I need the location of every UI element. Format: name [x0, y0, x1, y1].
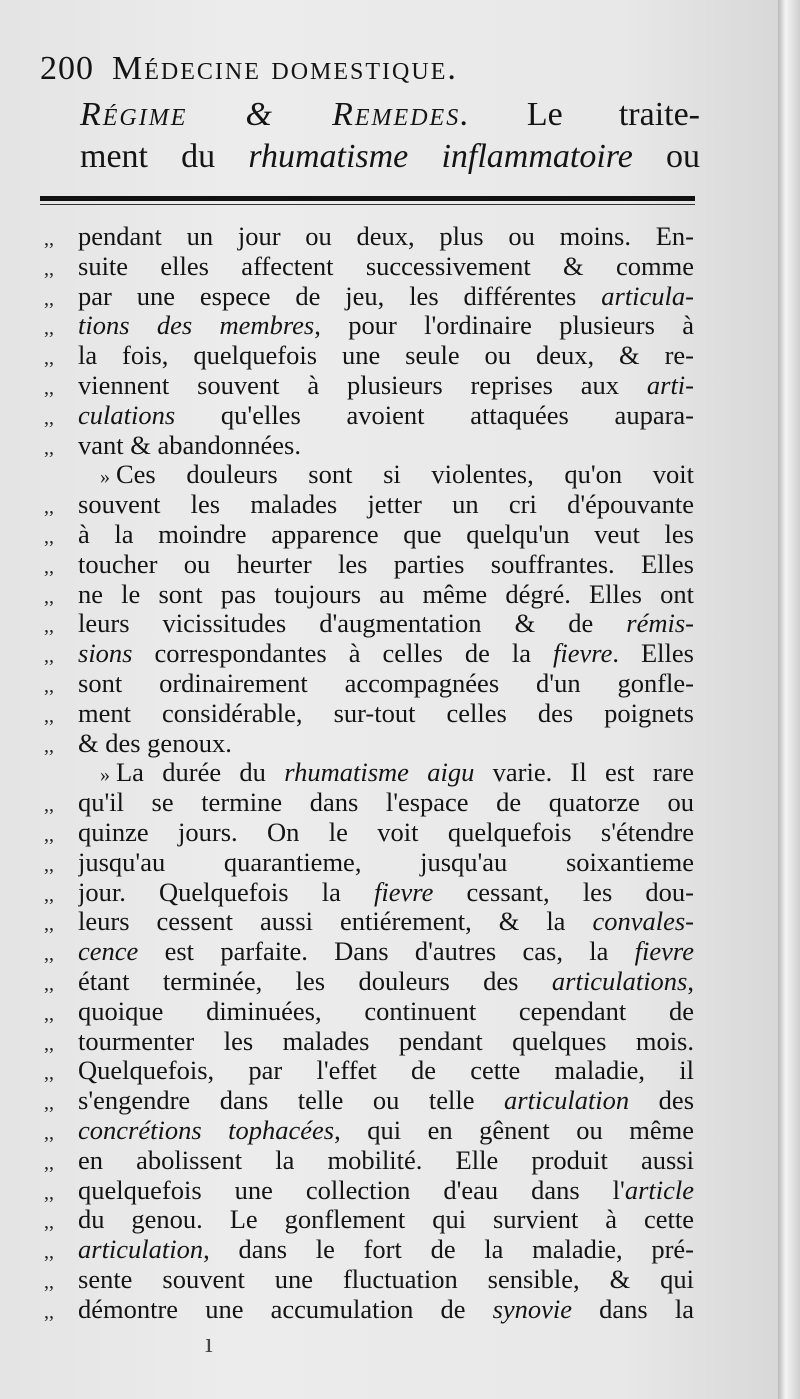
text-line: [44, 371, 694, 401]
line-text: [78, 818, 694, 848]
quote-mark: ,,: [44, 376, 54, 399]
italic-term: cence: [78, 937, 139, 967]
section-heading: Régime & Remedes.: [80, 96, 471, 133]
text-line: [44, 788, 694, 818]
text-run: pendant un jour ou deux, plus ou moins. En-: [78, 222, 694, 251]
text-run: vant & abandonnées.: [78, 430, 301, 460]
running-header: [40, 50, 700, 88]
text-run: tourmenter les malades pendant quelques mois.: [78, 1026, 694, 1056]
footer-mark: ı: [205, 1328, 213, 1359]
text-run: Ces douleurs sont si violentes, qu'on voit: [116, 460, 694, 490]
line-text: [78, 669, 694, 699]
quote-mark: ,,: [44, 436, 54, 459]
italic-term: concrétions tophacées: [78, 1115, 335, 1145]
text-line: [44, 818, 694, 848]
text-run: du genou. Le gonflement qui survient à cette: [78, 1205, 694, 1235]
page-edge: [778, 0, 800, 1399]
quote-mark: ,,: [44, 1032, 54, 1055]
quote-mark: ,,: [44, 1270, 54, 1293]
line-text: [78, 907, 694, 937]
line-text: [78, 1056, 694, 1086]
text-run: jusqu'au quarantieme, jusqu'au soixantieme: [78, 847, 694, 877]
text-line: [44, 729, 694, 759]
line-text: [78, 431, 694, 461]
quote-mark: ,,: [44, 1211, 54, 1234]
italic-term: articulation: [504, 1086, 630, 1116]
intro-line-1: Régime & Remedes. Le traite-: [80, 96, 701, 133]
italic-term: articulation: [78, 1235, 204, 1265]
text-line: [44, 282, 694, 312]
text-line: [44, 460, 694, 490]
quote-mark: ,,: [44, 317, 54, 340]
quote-mark: ,,: [44, 645, 54, 668]
quote-mark: ,,: [44, 1151, 54, 1174]
text-run: cessant, les dou-: [433, 877, 694, 907]
text-line: [44, 252, 694, 282]
text-line: [44, 401, 694, 431]
italic-term: articula-: [601, 281, 694, 311]
text-run: ,: [687, 966, 694, 996]
line-text: [78, 341, 694, 371]
line-text: [78, 1295, 694, 1325]
line-text: [78, 788, 694, 818]
text-line: [44, 311, 694, 341]
text-run: suite elles affectent successivement & comme: [78, 251, 694, 281]
italic-term: convales-: [592, 907, 694, 937]
italic-term: tions des membres: [78, 311, 315, 341]
text-line: [44, 550, 694, 580]
text-run: la fois, quelquefois une seule ou deux, & re-: [78, 341, 694, 371]
text-line: [44, 669, 694, 699]
text-line: [44, 490, 694, 520]
text-line: [44, 1205, 694, 1235]
italic-term: synovie: [492, 1294, 573, 1324]
line-text: [78, 1265, 694, 1295]
text-run: dans la: [572, 1294, 694, 1324]
text-run: , dans le fort de la maladie, pré-: [203, 1235, 694, 1265]
line-text: [78, 937, 694, 967]
line-text: [78, 490, 694, 520]
text-line: [44, 1086, 694, 1116]
quote-mark: ,,: [44, 1121, 54, 1144]
text-run: ment considérable, sur-tout celles des poignets: [78, 698, 694, 728]
text-run: viennent souvent à plusieurs reprises aux: [78, 370, 647, 400]
quote-mark: ,,: [44, 287, 54, 310]
text-line: [44, 222, 694, 252]
quote-mark: ,,: [44, 228, 54, 250]
quote-mark: ,,: [44, 406, 54, 429]
text-run: leurs cessent aussi entiérement, & la: [78, 907, 593, 937]
quote-mark: »: [100, 764, 110, 787]
text-run: sont ordinairement accompagnées d'un gonfle-: [78, 668, 694, 698]
quote-mark: ,,: [44, 883, 54, 906]
quote-mark: ,,: [44, 794, 54, 817]
text-run: s'engendre dans telle ou telle: [78, 1086, 505, 1116]
line-text: [78, 1205, 694, 1235]
intro-paragraph: [80, 94, 700, 178]
text-run: leurs vicissitudes d'augmentation & de: [78, 609, 627, 639]
text-run: , pour l'ordinaire plusieurs à: [314, 311, 694, 341]
text-line: [44, 639, 694, 669]
quote-mark: ,,: [44, 1002, 54, 1025]
line-text: [78, 699, 694, 729]
line-text: [78, 520, 694, 550]
text-run: démontre une accumulation de: [78, 1294, 493, 1324]
text-run: sente souvent une fluctuation sensible, & qui: [78, 1264, 694, 1294]
text-run: étant terminée, les douleurs des: [78, 966, 552, 996]
text-run: jour. Quelquefois la: [78, 877, 374, 907]
italic-term: rémis-: [626, 609, 694, 639]
text-line: [44, 520, 694, 550]
italic-term: arti-: [646, 370, 694, 400]
quote-mark: ,,: [44, 1092, 54, 1115]
quote-mark: ,,: [44, 525, 54, 548]
text-run: par une espece de jeu, les différentes: [78, 281, 602, 311]
quote-mark: ,,: [44, 555, 54, 578]
line-text: [78, 1086, 694, 1116]
quote-mark: ,,: [44, 913, 54, 936]
text-line: [44, 878, 694, 908]
quote-mark: ,,: [44, 972, 54, 995]
line-text: [116, 758, 694, 788]
line-text: [78, 580, 694, 610]
text-run: ne le sont pas toujours au même dégré. Elles ont: [78, 579, 694, 609]
quote-mark: ,,: [44, 1241, 54, 1264]
text-run: correspondantes à celles de la: [132, 639, 554, 669]
line-text: [78, 550, 694, 580]
quote-mark: ,,: [44, 615, 54, 638]
text-line: [44, 758, 694, 788]
line-text: [78, 371, 694, 401]
quote-mark: ,,: [44, 943, 54, 966]
line-text: [78, 848, 694, 878]
text-run: La durée du: [116, 758, 285, 788]
italic-term: fievre: [553, 639, 613, 669]
text-run: Quelquefois, par l'effet de cette maladie, il: [78, 1056, 694, 1086]
text-line: [44, 1235, 694, 1265]
quote-mark: ,,: [44, 823, 54, 846]
text-run: toucher ou heurter les parties souffrantes. Elles: [78, 549, 694, 579]
line-text: [78, 282, 694, 312]
italic-term: sions: [78, 639, 133, 669]
line-text: [78, 997, 694, 1027]
section-rule-thick: [40, 196, 695, 201]
line-text: [78, 967, 694, 997]
text-line: [44, 937, 694, 967]
text-line: [44, 609, 694, 639]
intro-line-2: ment du rhumatisme inflammatoire ou: [80, 138, 701, 175]
line-text: [78, 1176, 694, 1206]
page-number: 200: [40, 50, 94, 87]
text-line: [44, 1146, 694, 1176]
text-line: [44, 967, 694, 997]
quote-mark: ,,: [44, 496, 54, 519]
text-run: quoique diminuées, continuent cependant de: [78, 996, 694, 1026]
quote-mark: ,,: [44, 257, 54, 280]
text-run: à la moindre apparence que quelqu'un veut les: [78, 519, 694, 549]
quote-mark: ,,: [44, 585, 54, 608]
text-line: [44, 431, 694, 461]
italic-term: fievre: [634, 937, 694, 967]
text-line: [44, 848, 694, 878]
text-run: quelquefois une collection d'eau dans l': [78, 1175, 625, 1205]
line-text: [78, 1027, 694, 1057]
italic-term: articulations: [551, 966, 688, 996]
line-text: [78, 609, 694, 639]
text-run: quinze jours. On le voit quelquefois s'étendre: [78, 817, 694, 847]
text-line: [44, 341, 694, 371]
line-text: [78, 729, 694, 759]
text-line: [44, 997, 694, 1027]
quote-mark: ,,: [44, 734, 54, 757]
italic-term: article: [624, 1175, 694, 1205]
text-run: souvent les malades jetter un cri d'épouvante: [78, 490, 694, 520]
text-run: qu'elles avoient attaquées aupara-: [175, 400, 694, 430]
text-line: [44, 699, 694, 729]
text-line: [44, 1116, 694, 1146]
line-text: [78, 401, 694, 431]
text-run: en abolissent la mobilité. Elle produit aussi: [78, 1145, 694, 1175]
text-line: [44, 1295, 694, 1325]
line-text: [78, 1116, 694, 1146]
quote-mark: »: [100, 466, 110, 489]
quote-mark: ,,: [44, 1181, 54, 1204]
quoted-text-block: [44, 222, 694, 1324]
line-text: [78, 1235, 694, 1265]
text-run: des: [629, 1086, 694, 1116]
line-text: [78, 1146, 694, 1176]
text-run: varie. Il est rare: [474, 758, 694, 788]
quote-mark: ,,: [44, 1062, 54, 1085]
text-run: . Elles: [612, 639, 694, 669]
quote-mark: ,,: [44, 347, 54, 370]
text-line: [44, 907, 694, 937]
text-line: [44, 1027, 694, 1057]
text-line: [44, 1265, 694, 1295]
quote-mark: ,,: [44, 674, 54, 697]
text-line: [44, 1176, 694, 1206]
text-run: , qui en gênent ou même: [334, 1115, 694, 1145]
running-title: Médecine domestique.: [112, 50, 458, 87]
line-text: [78, 311, 694, 341]
text-line: [44, 1056, 694, 1086]
line-text: [78, 222, 694, 252]
quote-mark: ,,: [44, 853, 54, 876]
text-run: & des genoux.: [78, 728, 232, 758]
section-rule-thin: [40, 204, 695, 205]
italic-term: culations: [78, 400, 176, 430]
line-text: [78, 252, 694, 282]
italic-term: fievre: [374, 877, 434, 907]
line-text: [78, 639, 694, 669]
italic-term: rhumatisme aigu: [284, 758, 475, 788]
line-text: [116, 460, 694, 490]
text-run: est parfaite. Dans d'autres cas, la: [138, 937, 635, 967]
text-line: [44, 580, 694, 610]
quote-mark: ,,: [44, 1300, 54, 1323]
line-text: [78, 878, 694, 908]
text-run: qu'il se termine dans l'espace de quatorze ou: [78, 788, 694, 818]
quote-mark: ,,: [44, 704, 54, 727]
